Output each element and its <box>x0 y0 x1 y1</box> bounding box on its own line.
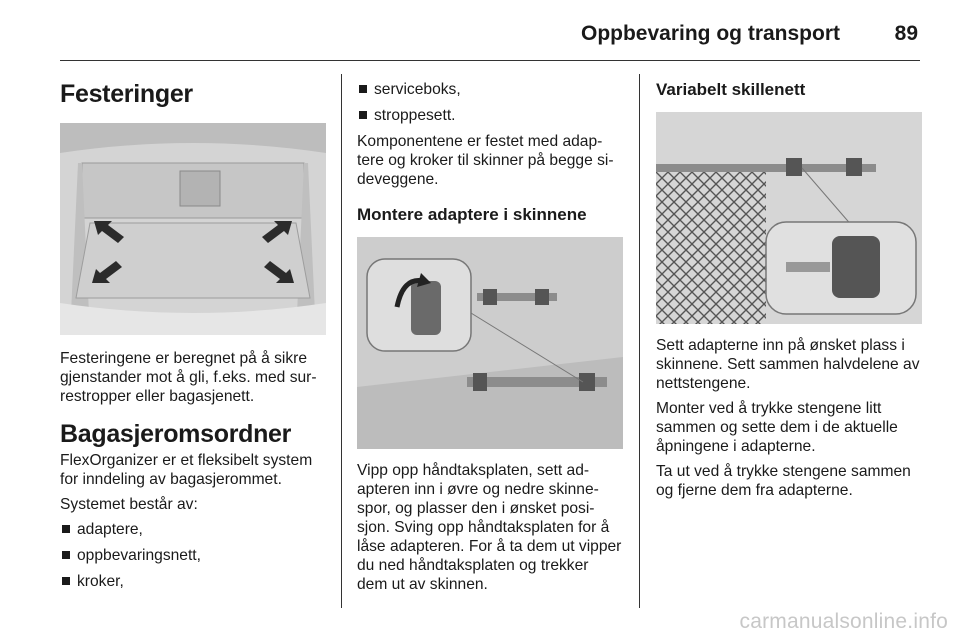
skillenett-paragraph-1: Sett adapterne inn på ønsket plass i skinnene. Sett sammen halvdelene av nettstengene. <box>656 337 920 392</box>
bullet-icon <box>62 577 70 585</box>
skillenett-paragraph-3: Ta ut ved å trykke stengene sammen og fjerne dem fra adapterne. <box>656 463 911 499</box>
header-title: Oppbevaring og transport <box>580 22 840 45</box>
festeringer-paragraph: Festeringene er beregnet på å sikre gjenstander mot å gli, f.eks. med sur-restropper eller bagasjenett. <box>60 350 317 405</box>
components-paragraph: Komponentene er festet med adap-tere og kroker til skinner på begge si-deveggene. <box>357 133 614 188</box>
bullet-icon <box>62 525 70 533</box>
column-divider-2 <box>639 74 640 608</box>
system-list-intro: Systemet består av: <box>60 496 198 513</box>
watermark: carmanualsonline.info <box>739 610 948 633</box>
trunk-lashing-eyes-illustration <box>60 123 326 335</box>
section-heading-montere-adaptere: Montere adaptere i skinnene <box>357 205 587 224</box>
page-header <box>60 14 920 58</box>
flexorganizer-intro: FlexOrganizer er et fleksibelt system for inndeling av bagasjerommet. <box>60 452 313 488</box>
system-components-list-continued <box>357 80 623 125</box>
section-heading-variabelt-skillenett: Variabelt skillenett <box>656 80 806 99</box>
column-3 <box>656 74 922 506</box>
list-item: adaptere, <box>60 520 326 539</box>
section-heading-bagasjeromsordner: Bagasjeromsordner <box>60 420 292 448</box>
bullet-icon <box>359 85 367 93</box>
column-1 <box>60 74 326 598</box>
column-divider-1 <box>341 74 342 608</box>
system-components-list <box>60 520 326 591</box>
mounting-instructions: Vipp opp håndtaksplaten, sett ad-apteren inn i øvre og nedre skinne-spor, og plasser den i ønsket posi-sjon. Sving opp håndtaksplaten for å låse adapteren. For å ta dem ut vipper du ned håndtaksplaten og trekker dem ut av skinnen. <box>357 462 622 593</box>
list-item: stroppesett. <box>357 106 623 125</box>
bullet-icon <box>359 111 367 119</box>
header-rule <box>60 60 920 61</box>
bullet-icon <box>62 551 70 559</box>
adapter-rail-illustration <box>357 237 623 449</box>
column-2 <box>357 74 623 600</box>
list-item: oppbevaringsnett, <box>60 546 326 565</box>
list-item: serviceboks, <box>357 80 623 99</box>
partition-net-illustration <box>656 112 922 324</box>
skillenett-paragraph-2: Monter ved å trykke stengene litt sammen og sette dem i de aktuelle åpningene i adapterne. <box>656 400 898 455</box>
page-number: 89 <box>894 22 918 45</box>
section-heading-festeringer: Festeringer <box>60 80 193 108</box>
list-item: kroker, <box>60 572 326 591</box>
